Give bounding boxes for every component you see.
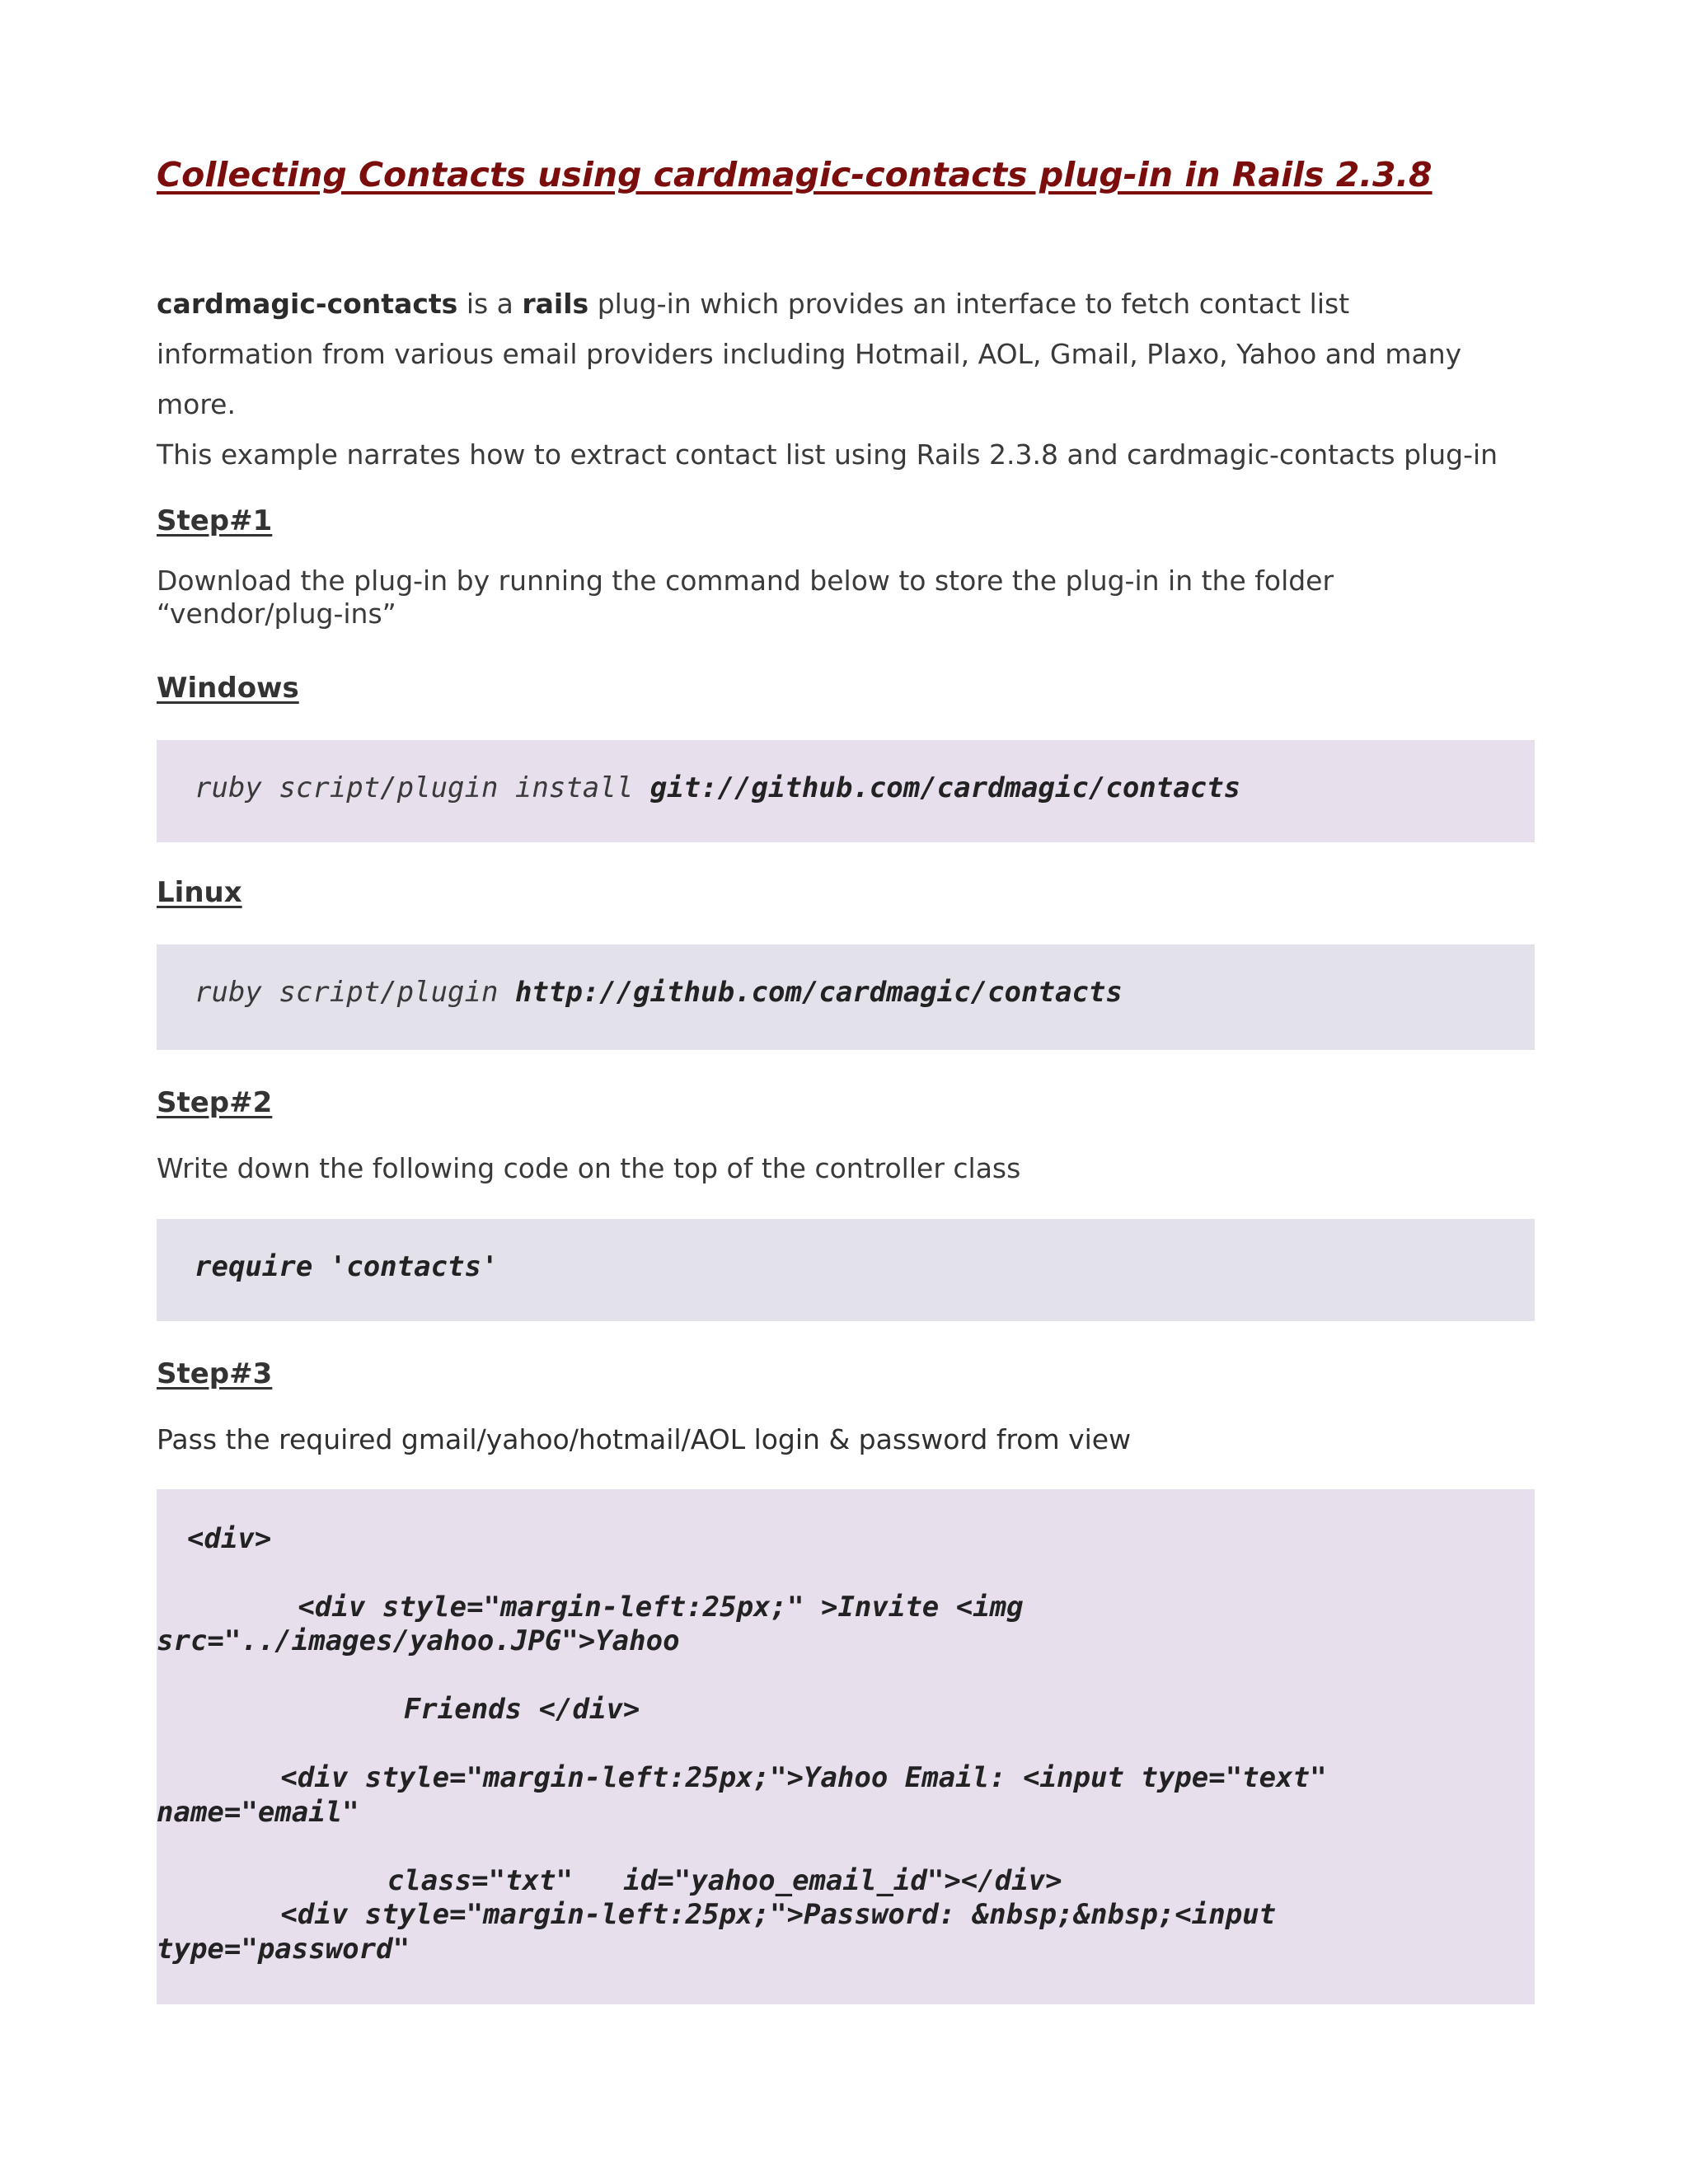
step1-text-line-2: “vendor/plug-ins” — [157, 598, 396, 630]
rails-word: rails — [522, 288, 589, 320]
windows-code-command: ruby script/plugin install — [195, 771, 650, 804]
windows-code — [195, 771, 1240, 804]
windows-code-url: git://github.com/cardmagic/contacts — [649, 771, 1241, 804]
step2-heading: Step#2 — [157, 1086, 273, 1119]
page-title: Collecting Contacts using cardmagic-contacts plug-in in Rails 2.3.8 — [157, 155, 1432, 194]
code-line-9: type="password" — [157, 1933, 410, 1966]
step1-text-line-1: Download the plug-in by running the command below to store the plug-in in the folder — [157, 565, 1334, 597]
code-line-4: Friends </div> — [302, 1693, 640, 1726]
windows-code-box — [157, 740, 1535, 842]
intro-line-1 — [157, 279, 1349, 329]
code-line-8: <div style="margin-left:25px;">Password: &nbsp;&nbsp;<input — [230, 1898, 1277, 1931]
step3-code-box — [157, 1489, 1535, 2004]
plugin-name: cardmagic-contacts — [157, 288, 458, 320]
intro-line-3: more. — [157, 388, 236, 420]
linux-code-command: ruby script/plugin — [195, 976, 515, 1009]
intro-text-2: plug-in which provides an interface to fetch contact list — [588, 288, 1350, 320]
step1-heading: Step#1 — [157, 504, 273, 537]
code-line-5: <div style="margin-left:25px;">Yahoo Email: <input type="text" — [230, 1761, 1327, 1794]
intro-line-2: information from various email providers including Hotmail, AOL, Gmail, Plaxo, Yahoo and many — [157, 338, 1462, 370]
step3-text: Pass the required gmail/yahoo/hotmail/AOL login & password from view — [157, 1423, 1132, 1455]
linux-code — [195, 976, 1123, 1009]
intro-text-1: is a — [457, 288, 523, 320]
code-line-1: <div> — [187, 1522, 272, 1555]
code-line-7: class="txt" id="yahoo_email_id"></div> — [286, 1864, 1062, 1897]
intro-line-4: This example narrates how to extract contact list using Rails 2.3.8 and cardmagic-contacts plug-in — [157, 438, 1498, 471]
step2-code: require 'contacts' — [195, 1250, 499, 1283]
linux-heading: Linux — [157, 876, 242, 909]
code-line-6: name="email" — [157, 1796, 359, 1829]
linux-code-url: http://github.com/cardmagic/contacts — [514, 976, 1123, 1009]
step2-code-box — [157, 1219, 1535, 1321]
step2-text: Write down the following code on the top of the controller class — [157, 1152, 1021, 1184]
windows-heading: Windows — [157, 672, 299, 705]
code-line-2: <div style="margin-left:25px;" >Invite <img — [247, 1591, 1024, 1624]
code-line-3: src="../images/yahoo.JPG">Yahoo — [157, 1624, 680, 1657]
step3-heading: Step#3 — [157, 1357, 273, 1390]
linux-code-box — [157, 944, 1535, 1050]
